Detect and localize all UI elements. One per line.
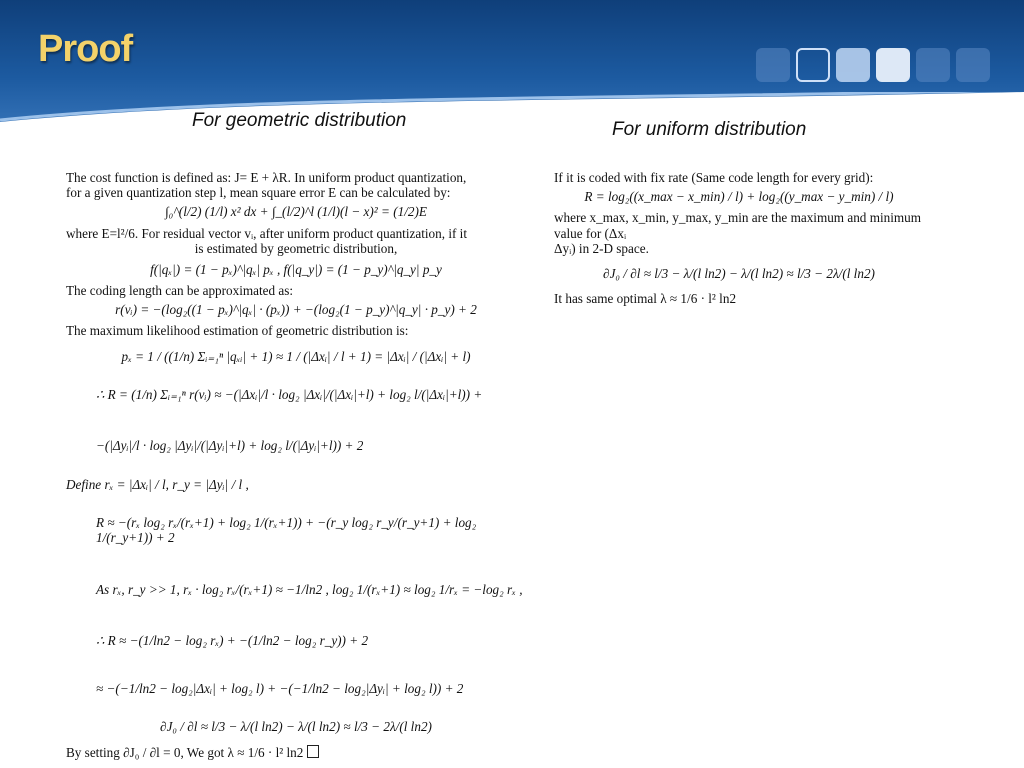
text-line: where E=l²/6. For residual vector vᵢ, after uniform product quantization, if it bbox=[66, 225, 467, 241]
equation: r(vᵢ) = −(log₂((1 − pₓ)^|qₓ| · (pₓ)) + −(log₂(1 − p_y)^|q_y| · p_y) + 2 bbox=[115, 302, 477, 318]
conclusion-text: By setting ∂J₀ / ∂l = 0, We got λ ≈ 1/6 · l² ln2 bbox=[66, 744, 304, 760]
text-line: The coding length can be approximated as: bbox=[66, 283, 294, 299]
subtitle-geometric: For geometric distribution bbox=[192, 110, 407, 131]
text-line: The cost function is defined as: J= E + λR. In uniform product quantization, bbox=[66, 170, 467, 185]
geometric-proof-panel bbox=[66, 170, 526, 760]
deco-square bbox=[756, 48, 790, 82]
text-line: If it is coded with fix rate (Same code length for every grid): bbox=[554, 170, 874, 185]
equation: As rₓ, r_y >> 1, rₓ · log₂ rₓ/(rₓ+1) ≈ −1/ln2 , log₂ 1/(rₓ+1) ≈ log₂ 1/rₓ = −log₂ rₓ , bbox=[96, 581, 523, 597]
equation: ∴ R ≈ −(1/ln2 − log₂ rₓ) + −(1/ln2 − log₂ r_y)) + 2 bbox=[96, 633, 369, 649]
text-line: for a given quantization step l, mean square error E can be calculated by: bbox=[66, 185, 451, 201]
slide-header bbox=[0, 0, 1024, 140]
equation: pₓ = 1 / ((1/n) Σᵢ₌₁ⁿ |qₓᵢ| + 1) ≈ 1 / (|Δxᵢ| / l + 1) = |Δxᵢ| / (|Δxᵢ| + l) bbox=[121, 348, 471, 364]
deco-square bbox=[956, 48, 990, 82]
decorative-squares bbox=[756, 48, 990, 82]
equation: ∫₀^(l/2) (1/l) x² dx + ∫_(l/2)^l (1/l)(l − x)² = (1/2)E bbox=[165, 204, 427, 220]
conclusion-line bbox=[66, 745, 526, 760]
equation: ∂J₀ / ∂l ≈ l/3 − λ/(l ln2) − λ/(l ln2) ≈ l/3 − 2λ/(l ln2) bbox=[603, 265, 875, 281]
equation: R = log₂((x_max − x_min) / l) + log₂((y_max − y_min) / l) bbox=[584, 189, 894, 205]
subtitle-uniform: For uniform distribution bbox=[612, 119, 807, 140]
text-line: It has same optimal λ ≈ 1/6 · l² ln2 bbox=[554, 291, 737, 307]
equation: ∂J₀ / ∂l ≈ l/3 − λ/(l ln2) − λ/(l ln2) ≈ l/3 − 2λ/(l ln2) bbox=[160, 719, 432, 735]
text-line: is estimated by geometric distribution, bbox=[194, 240, 398, 256]
deco-square bbox=[796, 48, 830, 82]
text-line: Δyᵢ) in 2-D space. bbox=[554, 240, 649, 256]
deco-square bbox=[876, 48, 910, 82]
equation: f(|qₓ|) = (1 − pₓ)^|qₓ| pₓ , f(|q_y|) = (1 − p_y)^|q_y| p_y bbox=[150, 261, 442, 277]
qed-box-icon bbox=[307, 745, 319, 758]
slide-title: Proof bbox=[38, 28, 133, 70]
equation: ∴ R = (1/n) Σᵢ₌₁ⁿ r(vᵢ) ≈ −(|Δxᵢ|/l · log₂ |Δxᵢ|/(|Δxᵢ|+l) + log₂ l/(|Δxᵢ|+l)) + bbox=[96, 386, 483, 402]
equation: ≈ −(−1/ln2 − log₂|Δxᵢ| + log₂ l) + −(−1/ln2 − log₂|Δyᵢ| + log₂ l)) + 2 bbox=[96, 680, 464, 696]
text-line: where x_max, x_min, y_max, y_min are the maximum and minimum value for (Δxᵢ bbox=[554, 210, 921, 241]
uniform-proof-panel bbox=[554, 170, 924, 306]
header-wave-decoration bbox=[0, 92, 1024, 152]
deco-square bbox=[836, 48, 870, 82]
equation: Define rₓ = |Δxᵢ| / l, r_y = |Δyᵢ| / l , bbox=[66, 476, 249, 492]
text-line: The maximum likelihood estimation of geometric distribution is: bbox=[66, 323, 409, 339]
equation: −(|Δyᵢ|/l · log₂ |Δyᵢ|/(|Δyᵢ|+l) + log₂ l/(|Δyᵢ|+l)) + 2 bbox=[96, 438, 364, 454]
deco-square bbox=[916, 48, 950, 82]
equation: R ≈ −(rₓ log₂ rₓ/(rₓ+1) + log₂ 1/(rₓ+1)) + −(r_y log₂ r_y/(r_y+1) + log₂ 1/(r_y+1)) + 2 bbox=[96, 515, 477, 546]
